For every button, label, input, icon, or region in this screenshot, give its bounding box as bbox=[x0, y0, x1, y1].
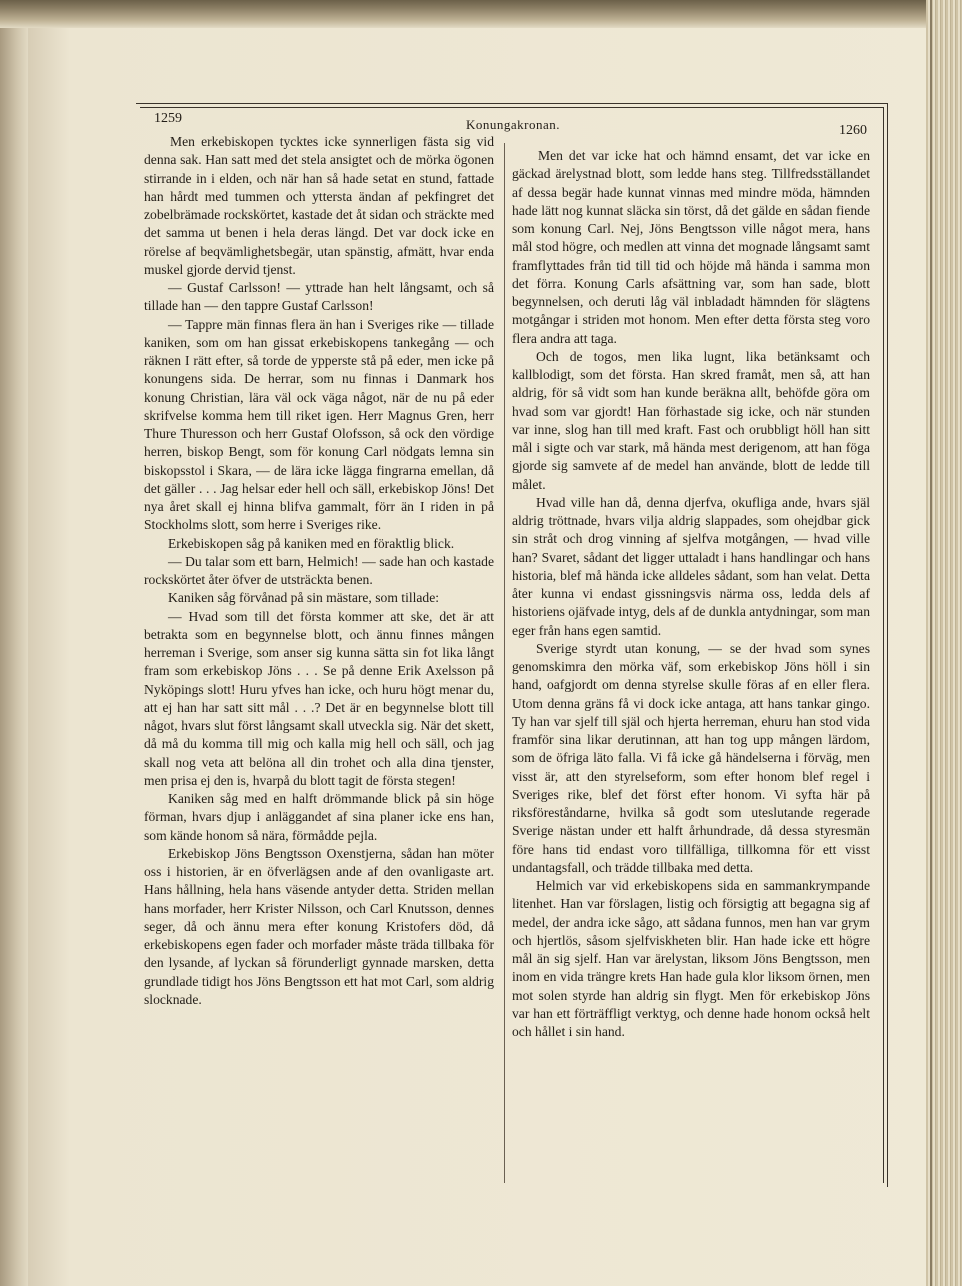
right-column bbox=[512, 147, 870, 1041]
paragraph: — Gustaf Carlsson! — yttrade han helt långsamt, och så tillade han — den tappre Gustaf Carlsson! bbox=[144, 280, 494, 314]
page-number-right: 1260 bbox=[839, 123, 867, 138]
running-title: Konungakronan. bbox=[466, 117, 561, 132]
paragraph: Erkebiskop Jöns Bengtsson Oxenstjerna, sådan han möter oss i historien, är en öfverlägsen ande af den ovanligaste art. Hans hållning, hela hans väsende antyder detta. Striden mellan hans morfader, herr Krister Nilsson, och Carl Knutsson, dennes seger, då och ännu mera efter konung Kristofers död, då erkebiskopens egen fader och morfader måste träda tillbaka för den lysande, af lyckan så förunderligt gynnade marsken, detta grundlade tidigt hos Jöns Bengtsson ett hat mot Carl, som aldrig slocknade. bbox=[144, 845, 494, 1007]
column-divider bbox=[504, 143, 505, 1183]
paragraph: Kaniken såg förvånad på sin mästare, som tillade: bbox=[168, 590, 440, 606]
paragraph: Sverige styrdt utan konung, — se der hvad som synes genomskimra den mörka väf, som erkebiskop Jöns höll i sin hand, oafgjordt om denna styrelse skulle föras af en eller flera. Utom denna gräns få vi dock icke antaga, att hans tankar gingo. Ty han var sjelf till själ och hjerta herreman, ehuru han stod vida framför sina likar derutinnan, att han tog upp mången lärdom, som de öfriga läto falla. Vi få icke gå händelserna i förväg, men visst är, att den styrelseform, som efter honom blef regel i Sveriges rike, blef det först efter honom. Vi syfta här på riksföreståndarne, hvilka så godt som uteslutande regerade Sverige nästan under ett halft århundrade, då dessa styresmän före hans tid endast voro tillfälliga, tillkomna för ett visst undantagsfall, och trädde tillbaka med detta. bbox=[512, 640, 870, 875]
frame-right-outer bbox=[887, 103, 888, 1187]
top-edge-shadow bbox=[0, 0, 962, 28]
frame-top-inner bbox=[140, 107, 883, 108]
paragraph: Och de togos, men lika lugnt, lika betänksamt och kallblodigt, som det första. Han skred framåt, men så, att han aldrig, för så vidt som han kunde beräkna allt, behöfde göra om hvad som var gjordt! Han förhastade sig icke, och när stunden var inne, slog han till med kraft. Fast och orubbligt höll han sitt mål i sigte och var stark, må hända mest derigenom, att han föga gjorde sig samvete af de medel han använde, blott de ledde till målet. bbox=[512, 348, 870, 492]
paragraph: Erkebiskopen såg på kaniken med en föraktlig blick. bbox=[168, 535, 455, 551]
page-edges bbox=[926, 0, 962, 1286]
paragraph: — Tappre män finnas flera än han i Sveriges rike — tillade kaniken, som om han gissat erkebiskopens tankegång — och räknen I rätt efter, så torde de ypperste stå på eder, men icke på konungens sida. De herrar, som nu finnas i Danmark hos konung Christian, lära väl ock väga något, när de nu på eder skrifvelse komma hem till riket igen. Herr Magnus Gren, herr Thure Thuresson och herr Gustaf Olofsson, så ock den vördige herren, biskop Bengt, som för konung Carl nödgats lemna sin biskopsstol i Skara, — de lära icke lägga fingrarna emellan, då det gäller . . . Jag helsar eder hell och säll, erkebiskop Jöns! Det nya året skall ej hinna blifva gammalt, förr än I riden in på Stockholms slott, som herre i Sveriges rike. bbox=[144, 316, 494, 533]
frame-top-outer bbox=[136, 103, 887, 104]
paragraph: Kaniken såg med en halft drömmande blick på sin höge förman, hvars djup i anläggandet af sina planer icke ens han, som kände honom så nära, förmådde pejla. bbox=[144, 791, 494, 843]
paragraph: Helmich var vid erkebiskopens sida en sammankrympande litenhet. Han var förslagen, listig och försigtig att begagna sig af medel, der andra icke sågo, att sådana funnos, men han var grym och hjertlös, såsom sjelfviskheten blir. Han hade icke ett högre mål än sig sjelf. Han var ärelystan, liksom Jöns Bengtsson, men inom en vida trängre krets Han hade gula klor liksom örnen, men mot solen styrde han aldrig sin flygt. Men för erkebiskop Jöns var han ett förträffligt verktyg, och denne hade honom också helt och hållet i sin hand. bbox=[512, 878, 870, 1039]
paragraph: Men det var icke hat och hämnd ensamt, det var icke en gäckad ärelystnad blott, som ledde hans steg. Tillfredsställandet af dessa begär hade kunnat vinnas med mindre möda, hämnden hade lätt nog kunnat släcka sin törst, då det gälde en sådan fiende som konung Carl. Nej, Jöns Bengtsson ville något mera, hans mål stod högre, och medlen att vinna det mognade långsamt samt framflyttades från tid till tid och höjde må hända i samma mon det förra. Konung Carls afsättning var, som han sade, blott begynnelsen, och deruti låg väl inbladadt hämnden för slägtens motgångar i striden mot honom. Men efter detta första steg voro flera andra att taga. bbox=[512, 148, 870, 346]
paragraph: Hvad ville han då, denna djerfva, okufliga ande, hvars själ aldrig tröttnade, hvars vilja aldrig slappades, som ohejdbar gick sin stråt och drog vinning af sjelfva motgången, — hvad ville han? Svaret, sådant det ligger uttaladt i hans handlingar och hans historia, blef må hända icke alldeles sådant, som han velat. Detta åter kunna vi endast gissningsvis närma oss, ledda dels af historiens ojäfvade intyg, dels af de dunkla antydningar, som man eger från hans egen samtid. bbox=[512, 494, 870, 638]
book-spine-shadow bbox=[0, 0, 28, 1286]
left-column bbox=[144, 133, 494, 1009]
printed-page bbox=[136, 103, 887, 1187]
frame-right-inner bbox=[883, 107, 884, 1183]
paragraph: Men erkebiskopen tycktes icke synnerligen fästa sig vid denna sak. Han satt med det stela ansigtet och de mörka ögonen stirrande in i elden, och när han så hade setat en stund, fattade han hårdt med tummen och yttersta ändan af pekfingret det zobelbrämade rockskörtet, kastade det åt sidan och sträckte med det samma ut benen i hela deras längd. Det var dock icke en rörelse af beqvämlighetsbegär, utan spänstig, afmätt, hvar enda muskel gjorde dervid tjenst. bbox=[144, 134, 494, 277]
page-number-left: 1259 bbox=[154, 111, 182, 126]
paragraph: — Hvad som till det första kommer att ske, det är att betrakta som en begynnelse blott, och ännu finnes mången herreman i Sverige, som anser sig kunna sätta sin fot lika långt fram som erkebiskop Jöns . . . Se på denne Erik Axelsson på Nyköpings slott! Huru yfves han icke, och huru högt menar du, att ej han har satt sitt mål . . .? Det är en begynnelse blott till något, hvars slut först långsamt skall utveckla sig. När det skett, då må du komma till mig och kalla mig hell och säll, och jag skall nog veta att belöna all din trohet och alla dina tjenster, men prisa ej den is, hvarpå du blott tagit de första stegen! bbox=[144, 608, 494, 788]
paragraph: — Du talar som ett barn, Helmich! — sade han och kastade rockskörtet åter öfver de utsträckta benen. bbox=[144, 553, 494, 587]
